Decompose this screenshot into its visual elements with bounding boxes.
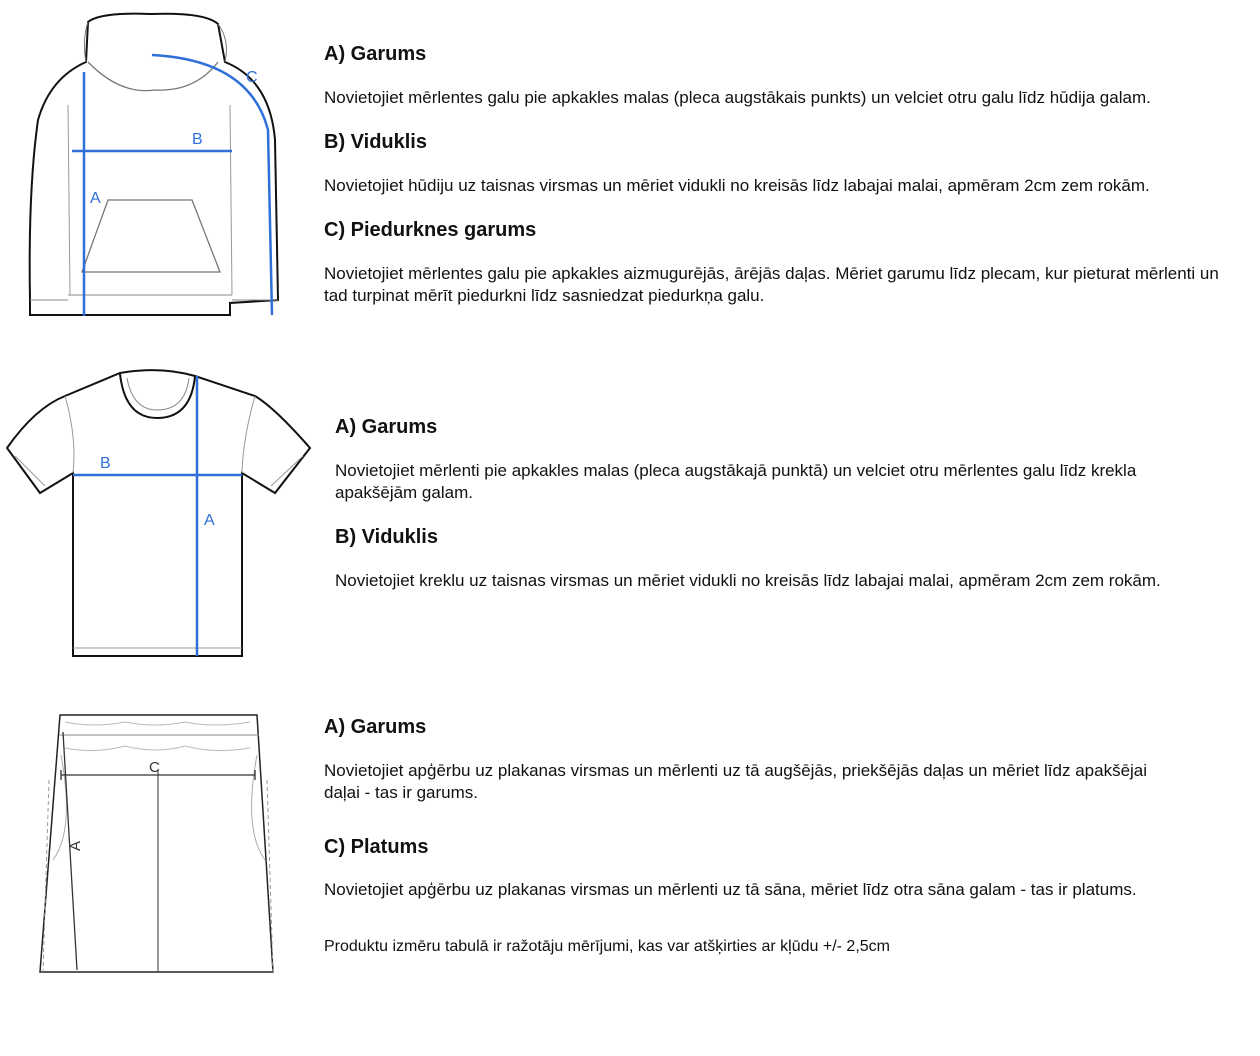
tshirt-heading-length: A) Garums [335, 416, 438, 438]
tshirt-text-length: Novietojiet mērlenti pie apkakles malas (pleca augstākajā punktā) un velciet otru mērlentes galu līdz krekla apakšējām galam. [335, 461, 1137, 502]
hoodie-text-length: Novietojiet mērlentes galu pie apkakles malas (pleca augstākais punkts) un velciet otru galu līdz hūdija galam. [324, 88, 1151, 107]
tshirt-diagram [5, 368, 315, 663]
tshirt-instructions [335, 415, 1240, 592]
hoodie-heading-waist: B) Viduklis [324, 131, 427, 153]
hoodie-diagram [20, 10, 290, 325]
measurement-note: Produktu izmēru tabulā ir ražotāju mērījumi, kas var atšķirties ar kļūdu +/- 2,5cm [324, 938, 890, 955]
tshirt-text-waist: Novietojiet kreklu uz taisnas virsmas un mēriet vidukli no kreisās līdz labajai malai, apmēram 2cm zem rokām. [335, 571, 1161, 590]
shorts-text-width: Novietojiet apģērbu uz plakanas virsmas un mērlenti uz tā sāna, mēriet līdz otra sāna galam - tas ir platums. [324, 880, 1137, 899]
hoodie-label-c: C [246, 69, 258, 86]
shorts-label-a: A [67, 840, 84, 851]
shorts-text-length: Novietojiet apģērbu uz plakanas virsmas un mērlenti uz tā augšējās, priekšējās daļas un mēriet līdz apakšējai daļai - tas ir garums. [324, 761, 1148, 802]
tshirt-label-a: A [204, 512, 215, 529]
tshirt-label-b: B [100, 455, 111, 472]
hoodie-label-a: A [90, 190, 101, 207]
shorts-illustration [35, 710, 280, 980]
shorts-heading-width: C) Platums [324, 836, 429, 858]
shorts-label-c: C [149, 759, 160, 776]
hoodie-heading-length: A) Garums [324, 43, 427, 65]
hoodie-text-waist: Novietojiet hūdiju uz taisnas virsmas un mēriet vidukli no kreisās līdz labajai malai, apmēram 2cm zem rokām. [324, 176, 1150, 195]
shorts-heading-length: A) Garums [324, 716, 427, 738]
hoodie-instructions [324, 42, 1244, 307]
tshirt-illustration [5, 368, 315, 663]
hoodie-label-b: B [192, 131, 203, 148]
hoodie-text-sleeve: Novietojiet mērlentes galu pie apkakles aizmugurējās, ārējās daļas. Mēriet garumu līdz plecam, kur pieturat mērlenti un tad turpinat mērīt piedurkni līdz sasniedzat piedurkņa galu. [324, 264, 1219, 305]
hoodie-heading-sleeve: C) Piedurknes garums [324, 219, 537, 241]
shorts-instructions [324, 715, 1224, 957]
tshirt-heading-waist: B) Viduklis [335, 526, 438, 548]
shorts-diagram [35, 710, 280, 980]
hoodie-illustration [20, 10, 290, 325]
